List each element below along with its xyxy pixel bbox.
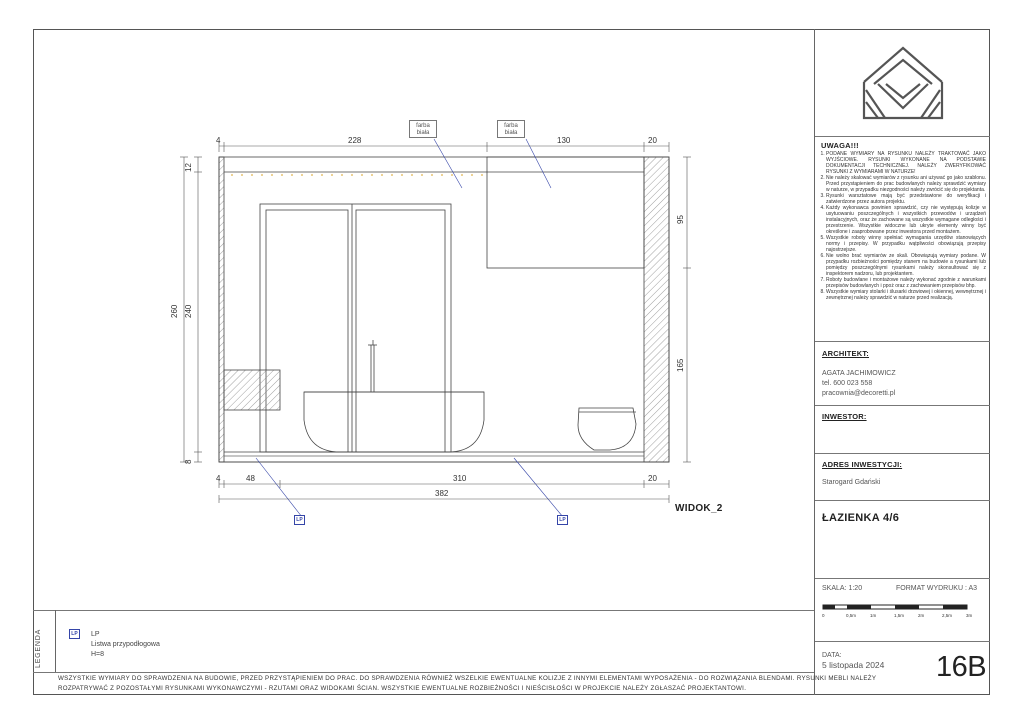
disclaimer-separator [33,672,814,673]
scale-tick-label: 1,5m [894,613,905,618]
title-block-separator [815,641,990,642]
dim-bottom-shelf: 48 [246,474,255,483]
dimension-lines [180,142,691,503]
title-block-separator [815,341,990,342]
window-frame [260,204,451,452]
room-outline [219,157,669,462]
scale-label: SKALA: 1:20 [822,585,863,592]
title-block-separator [815,405,990,406]
warning-note: 3. Rysunki warsztatowe mają być przedstawione do weryfikacji i zatwierdzone przez autora projektu. [826,193,986,205]
dim-bottom-main: 310 [453,474,467,483]
dim-top-left-wall: 4 [216,136,221,145]
scale-tick-label: 2m [918,613,925,618]
warning-title: UWAGA!!! [821,141,859,150]
title-block-separator [815,136,990,137]
dim-left-wall-height: 240 [184,304,193,318]
title-block-separator [815,453,990,454]
bathtub [304,392,484,452]
architect-heading: ARCHITEKT: [822,349,869,358]
legend-side-label: LEGENDA [35,628,42,668]
baseboard-tag: LP [294,515,305,525]
architect-phone: tel. 600 023 558 [822,380,873,387]
scale-tick-label: 0 [822,613,825,618]
dim-bottom-left-wall: 4 [216,474,221,483]
led-strip [231,174,483,176]
title-block-separator [815,578,990,579]
legend-description: Listwa przypodłogowa [91,641,160,648]
date-value: 5 listopada 2024 [822,660,885,670]
date-label: DATA: [822,652,842,659]
callout-paint-white: farba biała [409,120,437,138]
dim-right-lower: 165 [676,358,685,372]
dim-left-total-height: 260 [170,304,179,318]
title-block-separator [815,500,990,501]
title-block-divider [814,29,815,695]
upper-cabinet [487,157,644,268]
scale-tick-label: 2,5m [942,613,953,618]
architect-email: pracownia@decoretti.pl [822,390,896,397]
warning-note: 6. Nie wolno brać wymiarów ze skali. Obowiązują wymiary podane. W przypadku rozbieżności pomiędzy stanem na budowie a rysunkami lub pomiędzy poszczególnymi rysunkami należy skonsultować się z inspektorem nadzoru, lub projektantem. [826,253,986,277]
architect-name: AGATA JACHIMOWICZ [822,370,896,377]
window-sash-right [356,210,445,452]
wall-shelf [224,370,280,410]
dim-right-upper: 95 [676,215,685,224]
disclaimer-line-2: ROZPATRYWAĆ Z POZOSTAŁYMI RYSUNKAMI WYKONAWCZYMI - RZUTAMI ORAZ WIDOKAMI ŚCIAN. WSZYSTKIE EWENTUALNE ROZBIEŻNOŚCI I NIEŚCISŁOŚCI W PROJEKCIE NALEŻY ZGŁASZAĆ PROJEKTANTOWI. [58,685,747,692]
legend-tag: LP [69,629,80,639]
legend-separator [33,610,814,611]
address-heading: ADRES INWESTYCJI: [822,460,903,469]
legend-side-divider [55,610,56,672]
dim-top-cabinet: 130 [557,136,571,145]
dim-left-ceiling: 12 [184,163,193,172]
scale-tick-label: 3m [966,613,973,618]
sheet-number: 16B [936,651,987,683]
warning-note: 8. Wszystkie wymiary stolarki i ślusarki drzwiowej i okiennej, wewnętrznej i zewnętrznej należy sprawdzić w naturze przed realizacją. [826,289,986,301]
baseboard-tag: LP [557,515,568,525]
disclaimer-line-1: WSZYSTKIE WYMIARY DO SPRAWDZENIA NA BUDOWIE, PRZED PRZYSTĄPIENIEM DO PRAC. DO SPRAWDZENIA RÓWNIEŻ WSZELKIE EWENTUALNE KOLIZJE Z INNYMI ELEMENTAMI WYPOSAŻENIA - DO ROZWIĄZANIA BLENDAMI. RYSUNKI MEBLI NALEŻY [58,675,877,682]
dim-total-width: 382 [435,489,449,498]
warning-note: 7. Roboty budowlane i montażowe należy wykonać zgodnie z warunkami przepisów budowlanych i ppoż oraz z zachowaniem przepisów bhp. [826,277,986,289]
scale-tick-label: 1m [870,613,877,618]
warning-note: 5. Wszystkie roboty winny spełniać wymagania urzędów stanowiących normy i przepisy. W przypadku wątpliwości obowiązują przepisy najostrzejsze. [826,235,986,253]
warning-note: 4. Każdy wykonawca powinien sprawdzić, czy nie występują kolizje w usytuowaniu poszczególnych i wszystkich przewodów i urządzeń instalacyjnych, oraz że zachowane są wszystkie wymagane odległości i przestrzenie. Wszystkie widoczne lub ukryte elementy winny być określone i zaaprobowane przez inwestora przed montażem. [826,205,986,235]
dim-left-floor: 8 [184,459,193,464]
dim-top-right-wall: 20 [648,136,657,145]
sheet-title: ŁAZIENKA 4/6 [822,512,900,524]
dim-bottom-right-wall: 20 [648,474,657,483]
legend-code: LP [91,631,100,638]
window-sash-left [266,210,348,452]
studio-logo [858,42,948,122]
leader-lines [256,139,563,517]
address-value: Starogard Gdański [822,479,881,486]
warning-note: 2. Nie należy skalować wymiarów z rysunku ani używać go jako szablonu. Przed przystąpieniem do prac budowlanych należy sprawdzić wymiary w naturze, w przypadku niezgodności należy zwrócić się do projektanta. [826,175,986,193]
view-label: WIDOK_2 [675,503,723,514]
investor-heading: INWESTOR: [822,412,867,421]
dim-top-window-section: 228 [348,136,362,145]
right-wall [644,157,669,462]
left-wall [219,157,224,462]
print-format: FORMAT WYDRUKU : A3 [896,585,978,592]
callout-paint-white: farba biała [497,120,525,138]
scale-tick-label: 0,5m [846,613,857,618]
warning-notes [818,151,986,301]
warning-note: 1. PODANE WYMIARY NA RYSUNKU NALEŻY TRAKTOWAĆ JAKO WYJŚCIOWE. RYSUNKI WYKONANE NA PODSTAWIE DOKUMENTACJI TECHNICZNEJ. NALEŻY ZWERYFIKOWAĆ RYSUNKI Z WYMIARAMI W NATURZE! [826,151,986,175]
legend-height: H=8 [91,651,105,658]
toilet [578,408,636,450]
